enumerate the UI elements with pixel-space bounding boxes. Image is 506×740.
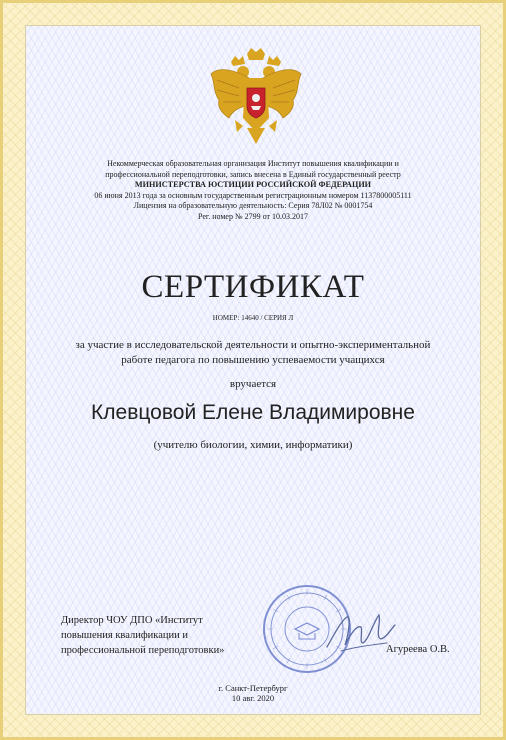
director-title-line: Директор ЧОУ ДПО «Институт <box>61 615 203 626</box>
recipient-name: Клевцовой Елене Владимировне <box>91 401 415 424</box>
organization-line: Некоммерческая образовательная организация Институт повышения квалификации и <box>107 159 399 168</box>
organization-header <box>3 159 503 223</box>
recipient-position: (учителю биологии, химии, информатики) <box>153 439 353 451</box>
award-reason-line: за участие в исследовательской деятельности и опытно-экспериментальной <box>75 339 431 351</box>
license-line: Лицензия на образовательную деятельность: Серия 78Л02 № 0001754 <box>133 201 373 211</box>
organization-line: профессиональной переподготовки, запись внесена в Единый государственный реестр <box>105 169 401 179</box>
director-title-line: профессиональной переподготовки» <box>61 645 225 656</box>
issue-city: г. Санкт-Петербург <box>218 683 288 693</box>
certificate-number: НОМЕР: 14640 / СЕРИЯ Л <box>212 314 294 322</box>
registration-line: 06 июня 2013 года за основным государственным регистрационным номером 1137800005111 <box>94 190 412 200</box>
director-title-line: повышения квалификации и <box>61 630 188 641</box>
registration-number: Рег. номер № 2799 от 10.03.2017 <box>197 211 309 221</box>
certificate-title: СЕРТИФИКАТ <box>141 269 365 305</box>
director-title <box>61 613 224 658</box>
director-name: Агуреева О.В. <box>386 644 450 655</box>
awarded-label: вручается <box>229 378 277 390</box>
ministry-name: МИНИСТЕРСТВА ЮСТИЦИИ РОССИЙСКОЙ ФЕДЕРАЦИИ <box>134 180 372 190</box>
award-reason-line: работе педагога по повышению успеваемости учащихся <box>121 354 385 366</box>
coat-of-arms-icon <box>209 48 303 148</box>
award-reason <box>3 338 503 368</box>
issue-date: 10 авг. 2020 <box>231 693 275 703</box>
